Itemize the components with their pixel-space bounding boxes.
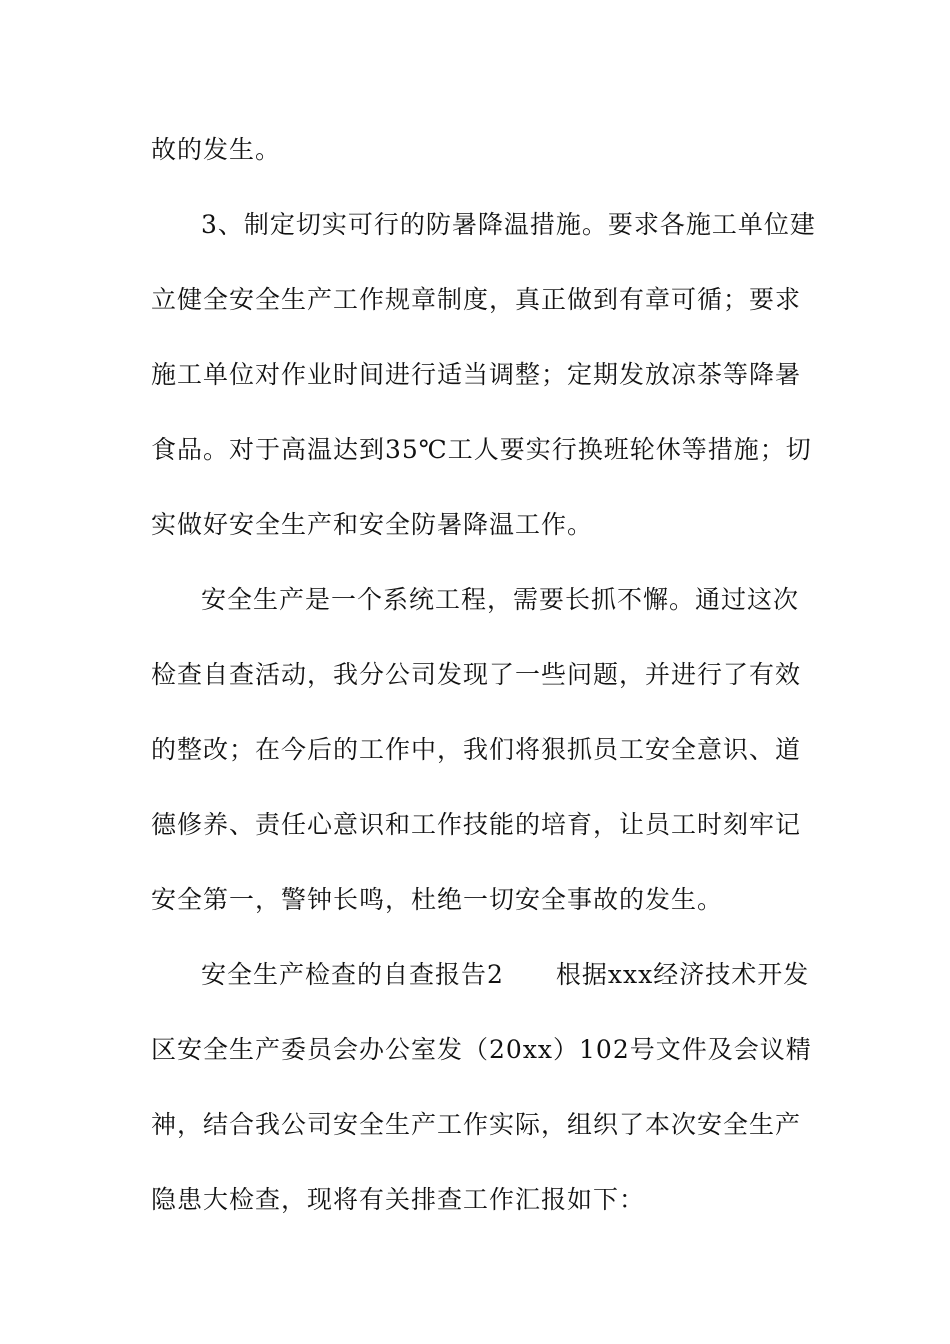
text-line: 立健全安全生产工作规章制度，真正做到有章可循；要求 [151,285,802,314]
text-line: 的整改；在今后的工作中，我们将狠抓员工安全意识、道 [151,735,802,764]
text-line: 隐患大检查，现将有关排查工作汇报如下： [151,1185,646,1214]
text-line: 安全第一，警钟长鸣，杜绝一切安全事故的发生。 [151,885,724,914]
text-line: 施工单位对作业时间进行适当调整；定期发放凉茶等降暑 [151,360,802,389]
text-line: 故的发生。 [151,135,282,164]
text-line: 安全生产检查的自查报告2 根据xxx经济技术开发 [201,960,810,989]
text-line: 食品。对于高温达到35℃工人要实行换班轮休等措施；切 [151,435,812,464]
text-line: 神，结合我公司安全生产工作实际，组织了本次安全生产 [151,1110,802,1139]
text-line: 实做好安全生产和安全防暑降温工作。 [151,510,594,539]
text-line: 检查自查活动，我分公司发现了一些问题，并进行了有效 [151,660,802,689]
text-line: 3、制定切实可行的防暑降温措施。要求各施工单位建 [201,210,816,239]
text-line: 德修养、责任心意识和工作技能的培育，让员工时刻牢记 [151,810,802,839]
text-line: 安全生产是一个系统工程，需要长抓不懈。通过这次 [201,585,800,614]
text-line: 区安全生产委员会办公室发（20xx）102号文件及会议精 [151,1035,812,1064]
